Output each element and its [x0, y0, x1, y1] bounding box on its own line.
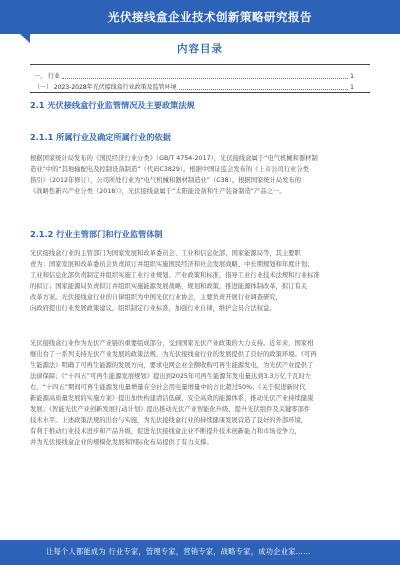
- section-heading: 2.1.1 所属行业及确定所属行业的依据: [30, 132, 171, 142]
- text-line: 指引》（2012年修订），公司所处行业为“电气机械和器材制造业”（C38）。根据国家统计局发布的: [30, 177, 302, 184]
- section-heading: 2.1 光伏接线盒行业监管情况及主要政策法规: [30, 100, 195, 110]
- text-line: 右，“十四五”期间可再生能源发电量增量在全社会用电量增量中的占比超过50%；《关于促进新时代: [30, 384, 306, 391]
- paragraph-regulators: [30, 248, 370, 314]
- toc-bottom-rule: [30, 92, 370, 93]
- toc-title: 内容目录: [177, 43, 223, 55]
- text-line: 的拟订；国家能源局负责拟订并组织实施能源发展战略、规划和政策，推进能源体制改革，拟订有关: [30, 283, 308, 290]
- text-line: 向政府提出行业发展政策建议，组织制定行业标准，加强行业自律，维护会员合法权益。: [30, 305, 276, 312]
- text-line: 技术水平。上述政策法规的出台与实施，为光伏接线盒行业的持续健康发展营造了良好的外部环境，: [30, 417, 308, 424]
- text-line: 造业”中的“其他输配电及控制设备制造”（代码C3829）。根据中国证监会发布的《上市公司行业分类: [30, 166, 309, 173]
- text-line: 工业和信息化部负责制定并组织实施工业行业规划、产业政策和标准，指导工业行业技术法规和行业标准: [30, 272, 320, 279]
- toc-leader: [179, 89, 349, 90]
- toc-item[interactable]: [34, 71, 354, 80]
- paragraph-policies: [30, 338, 370, 448]
- text-line: 责为：国家发展和改革委员会负责拟订并组织实施国民经济和社会发展战略、中长期规划和年度计划；: [30, 261, 314, 268]
- report-title: 光伏接线盒企业技术创新策略研究报告: [108, 10, 312, 24]
- text-line: 改革方案。光伏接线盒行业的自律组织为中国光伏行业协会，主要负责开展行业调查研究，: [30, 294, 282, 301]
- text-line: 有利于推动行业技术进步和产品升级，促进光伏接线盒企业不断提升技术创新能力和市场竞争力，: [30, 428, 301, 435]
- toc-item-label: （一） 2023-2028年光伏接线盒行业政策及监管环境: [34, 84, 177, 91]
- toc-item-page: 1: [350, 84, 354, 91]
- text-line: 发展；《智能光伏产业创新发展行动计划》提出推动光伏产业智能化升级，提升光伏组件及关键零部件: [30, 406, 311, 413]
- paragraph-industry-classification: [30, 153, 370, 197]
- toc-item-label: 一、 行业: [34, 73, 60, 80]
- section-heading: 2.1.2 行业主管部门和行业监管体制: [30, 229, 163, 239]
- header-band: [0, 0, 400, 34]
- text-line: 根据国家统计局发布的《国民经济行业分类》（GB/T 4754-2017），光伏接线盒属于“电气机械和器材制: [30, 155, 318, 162]
- toc-leader: [62, 78, 348, 79]
- toc-item-page: 1: [350, 73, 354, 80]
- text-line: 并为光伏接线盒企业的规模化发展和国际化布局提供了有力支撑。: [30, 439, 213, 446]
- footer-slogan: 让每个人都能成为 行业专家，管理专家，营销专家，战略专家，成功企业家……: [46, 547, 311, 556]
- text-line: 继出台了一系列支持光伏产业发展的政策法规，为光伏接线盒行业的发展提供了良好的政策环境。《可再: [30, 351, 317, 358]
- text-line: 《战略性新兴产业分类（2018）》，光伏接线盒属于“太阳能设备和生产装备制造”产品之一。: [30, 188, 286, 195]
- text-line: 新能源高质量发展的实施方案》提出加快构建清洁低碳、安全高效的能源体系，推动光伏产业持续健康: [30, 395, 314, 402]
- text-line: 生能源法》明确了可再生能源的发展方向，要求电网企业全额收购可再生能源发电，为光伏产业提供了: [30, 362, 314, 369]
- text-line: 法律保障；《“十四五”可再生能源发展规划》提出到2025年可再生能源年发电量达到3.3万亿千瓦时左: [30, 373, 312, 380]
- toc-top-rule: [30, 64, 370, 65]
- text-line: 光伏接线盒行业的主管部门为国家发展和改革委员会、工业和信息化部、国家能源局等，其主要职: [30, 250, 301, 257]
- text-line: 光伏接线盒行业作为光伏产业链的重要组成部分，受到国家光伏产业政策的大力支持。近年来，国家相: [30, 340, 314, 347]
- footer-band: [0, 540, 400, 565]
- toc-item[interactable]: [34, 82, 354, 91]
